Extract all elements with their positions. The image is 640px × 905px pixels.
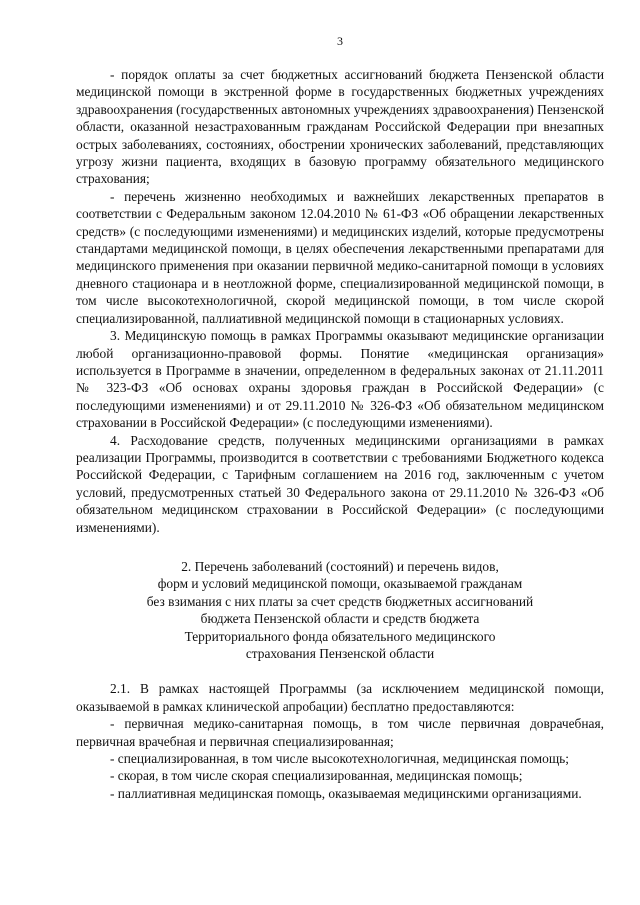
section-heading-line: без взимания с них платы за счет средств бюджетных ассигнований [146, 593, 534, 609]
paragraph-medical-organizations: 3. Медицинскую помощь в рамках Программы оказывают медицинские организации любой организационно-правовой формы. Понятие «медицинская организация» используется в Программе в значении, определенном в федеральных законах от 21.11.2011 № 323-ФЗ «Об основах охраны здоровья граждан в Российской Федерации» (с последующими изменениями) и от 29.11.2010 № 326-ФЗ «Об обязательном медицинском страховании в Российской Федерации» (с последующими изменениями). [76, 328, 604, 431]
section-heading-line: Территориального фонда обязательного медицинского [184, 628, 496, 644]
section-spacer [76, 662, 604, 680]
paragraph-free-care-intro: 2.1. В рамках настоящей Программы (за исключением медицинской помощи, оказываемой в рамках клинической апробации) бесплатно предоставляются: [76, 681, 604, 714]
list-item-primary-care: - первичная медико-санитарная помощь, в том числе первичная доврачебная, первичная врачебная и первичная специализированная; [76, 716, 604, 749]
list-item-specialized-care: - специализированная, в том числе высокотехнологичная, медицинская помощь; [110, 751, 569, 767]
section-heading-line: форм и условий медицинской помощи, оказываемой гражданам [157, 576, 523, 592]
page-number: 3 [337, 34, 343, 48]
section-heading-line: страхования Пензенской области [245, 646, 435, 661]
paragraph-drug-list: - перечень жизненно необходимых и важнейших лекарственных препаратов в соответствии с Федеральным законом 12.04.2010 № 61-ФЗ «Об обращении лекарственных средств» (с последующими изменениями) и медицинских изделий, которые предусмотрены стандартами медицинской помощи, в целях обеспечения лекарственными препаратами для медицинского применения при оказании первичной медико-санитарной помощи в условиях дневного стационара и в неотложной форме, специализированной медицинской помощи, в том числе высокотехнологичной, скорой медицинской помощи, в том числе скорой специализированной, паллиативной медицинской помощи в стационарных условиях. [76, 188, 604, 326]
list-item-emergency-care: - скорая, в том числе скорая специализированная, медицинская помощь; [110, 768, 523, 784]
paragraph-payment-order: - порядок оплаты за счет бюджетных ассигнований бюджета Пензенской области медицинской помощи в экстренной форме в государственных бюджетных учреждениях здравоохранения (государственных автономных учреждениях здравоохранения) Пензенской области, оказанной незастрахованным гражданам Российской Федерации при внезапных острых заболеваниях, состояниях, обострении хронических заболеваний, представляющих угрозу жизни пациента, входящих в базовую программу обязательного медицинского страхования; [76, 67, 604, 187]
section-heading [76, 558, 604, 662]
list-item-palliative-care: - паллиативная медицинская помощь, оказываемая медицинскими организациями. [110, 785, 582, 801]
section-spacer [76, 536, 604, 558]
section-heading-line: 2. Перечень заболеваний (состояний) и перечень видов, [181, 558, 499, 574]
section-heading-line: бюджета Пензенской области и средств бюджета [200, 611, 480, 627]
paragraph-funds-spending: 4. Расходование средств, полученных медицинскими организациями в рамках реализации Программы, производится в соответствии с требованиями Бюджетного кодекса Российской Федерации, с Тарифным соглашением на 2016 год, заключенным с учетом условий, предусмотренных статьей 30 Федерального закона от 29.11.2010 № 326-ФЗ «Об обязательном медицинском страховании в Российской Федерации» (с последующими изменениями). [76, 432, 604, 535]
